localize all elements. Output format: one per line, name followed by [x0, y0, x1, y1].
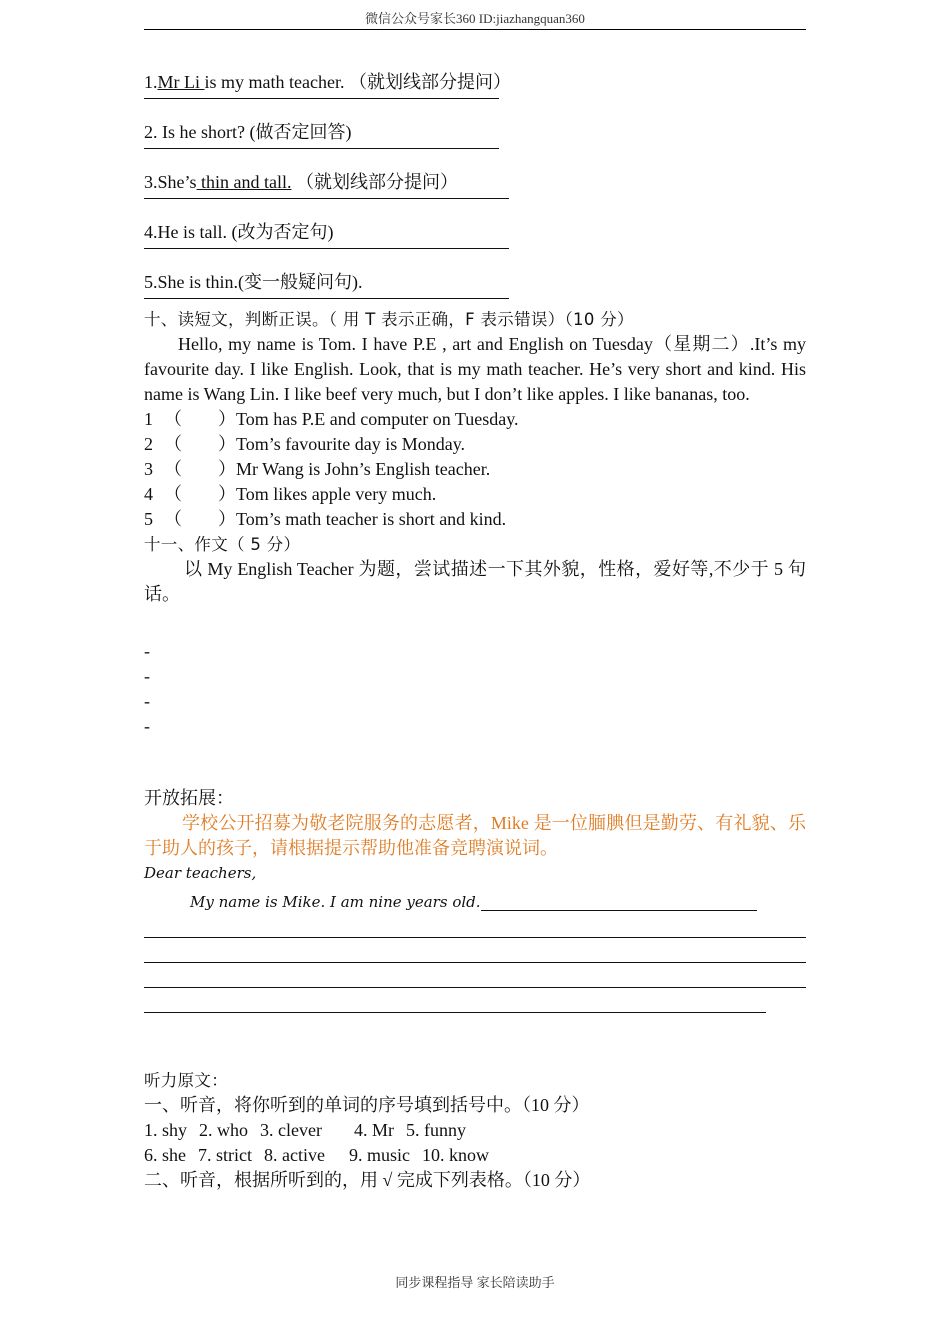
greeting: Dear teachers,	[144, 864, 257, 882]
answer-line[interactable]	[144, 98, 499, 99]
question-5: 5.She is thin.(变一般疑问句).	[144, 272, 363, 292]
item-number: 1	[144, 409, 153, 429]
tf-item	[144, 507, 806, 532]
tf-item	[144, 482, 806, 507]
answer-line[interactable]	[144, 148, 499, 149]
underlined-text: Mr Li	[157, 72, 205, 92]
answer-line[interactable]	[144, 248, 509, 249]
item-text: Tom has P.E and computer on Tuesday.	[236, 409, 519, 429]
speech-start: My name is Mike. I am nine years old.	[144, 890, 806, 915]
section-11-heading: 十一、作文（ 5 分）	[144, 535, 301, 554]
item-text: Mr Wang is John’s English teacher.	[236, 459, 491, 479]
page-footer: 同步课程指导 家长陪读助手	[395, 1275, 555, 1290]
answer-parentheses[interactable]: （ ）	[164, 459, 236, 479]
answer-line[interactable]	[481, 910, 757, 911]
tf-item	[144, 407, 806, 432]
underlined-text: thin and tall.	[196, 172, 292, 192]
writing-line[interactable]: -	[144, 691, 150, 711]
reading-passage: Hello, my name is Tom. I have P.E , art and English on Tuesday（星期二）.It’s my favourite day. I like English. Look, that is my math teacher. He’s very short and kind. His name is Wang Lin. I like beef very much, but I don’t like apples. I like bananas, too.	[144, 334, 806, 404]
answer-line[interactable]	[144, 198, 509, 199]
composition-prompt: 以 My English Teacher 为题，尝试描述一下其外貌，性格，爱好等,不少于 5 句话。	[144, 559, 806, 604]
question-3: 3.She’s thin and tall. （就划线部分提问）	[144, 172, 458, 192]
tf-item	[144, 457, 806, 482]
item-number: 2	[144, 434, 153, 454]
page-header: 微信公众号家长360 ID:jiazhangquan360	[144, 8, 806, 30]
word-row-1: 1. shy 2. who 3. clever 4. Mr 5. funny	[144, 1120, 466, 1140]
listening-part-2: 二、听音，根据所听到的，用 √ 完成下列表格。（10 分）	[144, 1170, 591, 1190]
writing-line[interactable]: -	[144, 641, 150, 661]
extension-label: 开放拓展：	[144, 788, 234, 808]
answer-parentheses[interactable]: （ ）	[164, 509, 236, 529]
item-number: 4	[144, 484, 153, 504]
item-number: 3	[144, 459, 153, 479]
question-2: 2. Is he short? (做否定回答)	[144, 122, 352, 142]
writing-line[interactable]: -	[144, 716, 150, 736]
question-4: 4.He is tall. (改为否定句)	[144, 222, 334, 242]
extension-prompt: 学校公开招募为敬老院服务的志愿者，Mike 是一位腼腆但是勤劳、有礼貌、乐于助人的孩子，请根据提示帮助他准备竞聘演说词。	[144, 813, 806, 858]
worksheet-body	[144, 70, 806, 1193]
item-text: Tom’s favourite day is Monday.	[236, 434, 466, 454]
answer-parentheses[interactable]: （ ）	[164, 409, 236, 429]
section-10-heading: 十、读短文，判断正误。（ 用 T 表示正确，F 表示错误）（10 分）	[144, 310, 634, 329]
tf-item	[144, 432, 806, 457]
answer-parentheses[interactable]: （ ）	[164, 434, 236, 454]
item-text: Tom’s math teacher is short and kind.	[236, 509, 507, 529]
listening-title: 听力原文：	[144, 1071, 228, 1090]
word-row-2: 6. she 7. strict 8. active 9. music 10. know	[144, 1145, 489, 1165]
item-number: 5	[144, 509, 153, 529]
answer-parentheses[interactable]: （ ）	[164, 484, 236, 504]
question-1: 1.Mr Li is my math teacher. （就划线部分提问）	[144, 72, 511, 92]
true-false-list	[144, 407, 806, 532]
listening-part-1: 一、听音，将你听到的单词的序号填到括号中。（10 分）	[144, 1095, 590, 1115]
answer-line[interactable]	[144, 298, 509, 299]
item-text: Tom likes apple very much.	[236, 484, 437, 504]
writing-line[interactable]: -	[144, 666, 150, 686]
